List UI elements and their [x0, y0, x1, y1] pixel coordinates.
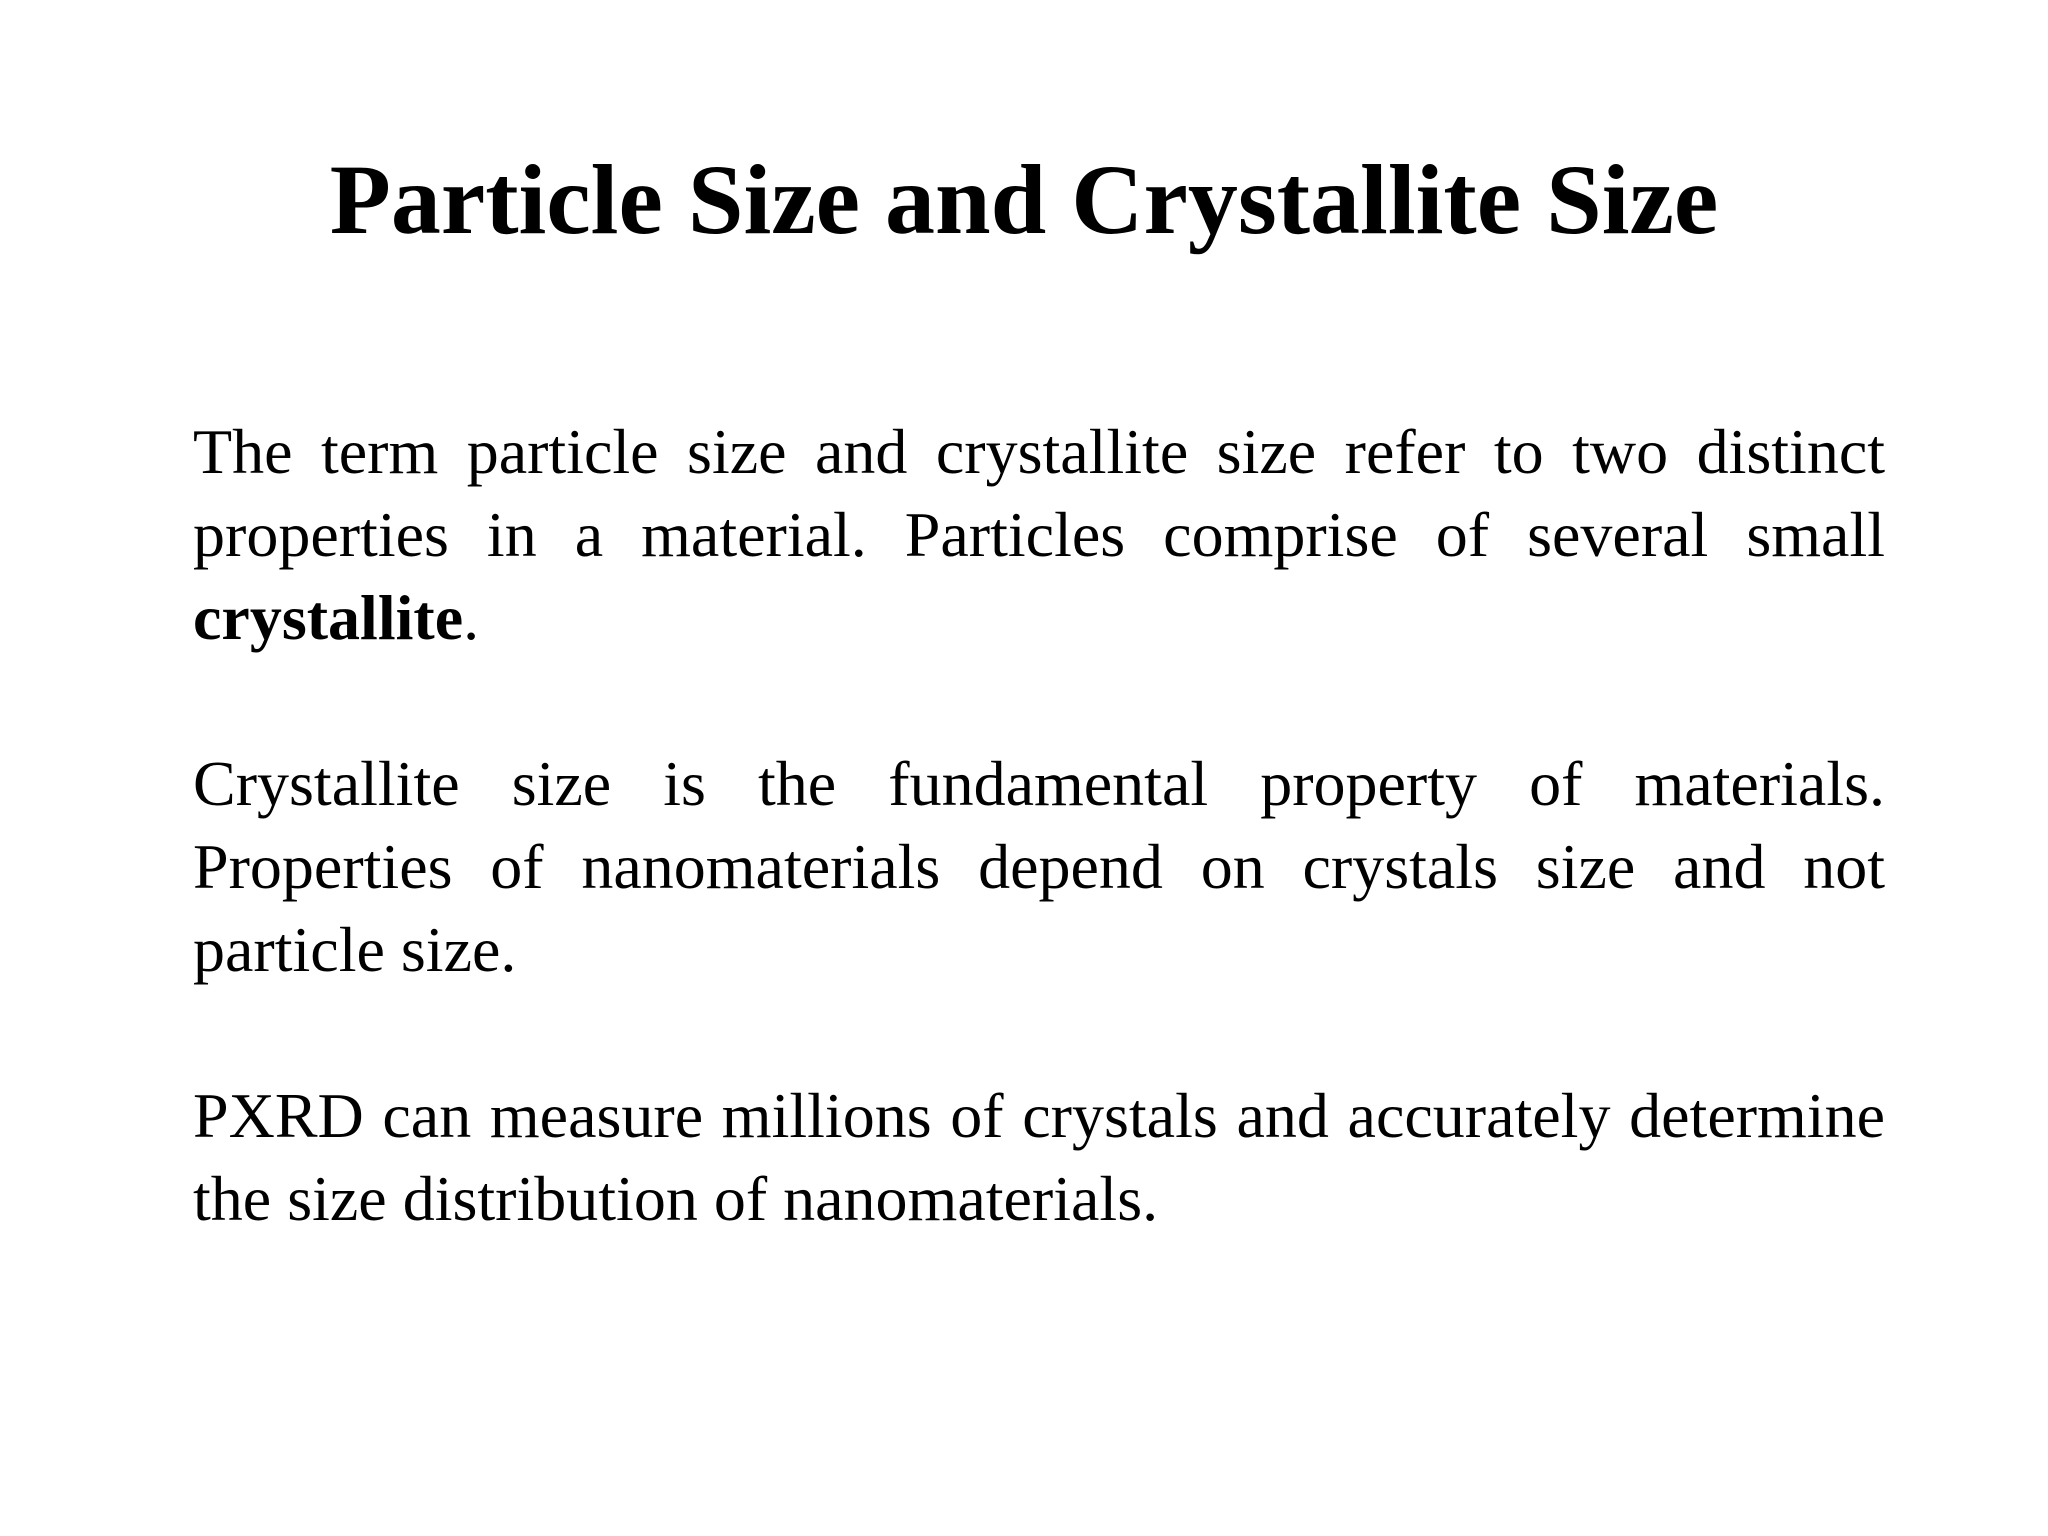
paragraph-pxrd: PXRD can measure millions of crystals and accurately determine the size distribution of nanomaterials.: [193, 1080, 1885, 1234]
slide-body: [193, 410, 1885, 1240]
paragraph-crystallite-size: Crystallite size is the fundamental property of materials. Properties of nanomaterials depend on crystals size and not particle size.: [193, 748, 1885, 985]
paragraph-1-text: The term particle size and crystallite size refer to two distinct properties in a material. Particles comprise of several small: [193, 416, 1885, 570]
paragraph-1-end: .: [463, 582, 480, 653]
slide-title: Particle Size and Crystallite Size: [329, 144, 1719, 255]
crystallite-term: crystallite: [193, 582, 464, 653]
paragraph-particle-vs-crystallite: [193, 410, 1885, 659]
